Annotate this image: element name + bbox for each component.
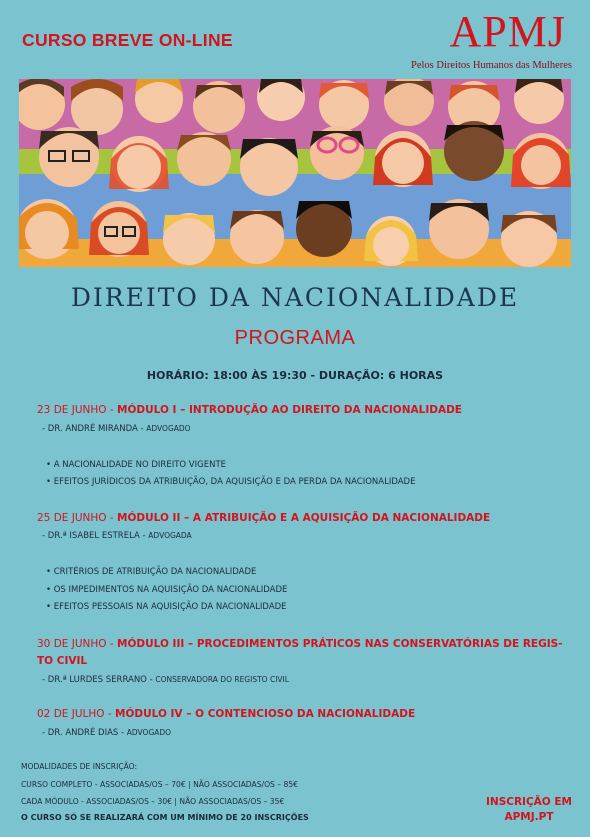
speaker-name: - DR.ª ISABEL ESTRELA -	[42, 531, 149, 541]
signup-link[interactable]	[486, 795, 572, 825]
topic-item: • EFEITOS JURÍDICOS DA ATRIBUIÇÃO, DA AQUISIÇÃO E DA PERDA DA NACIONALIDADE	[46, 477, 416, 487]
topic-item: • OS IMPEDIMENTOS NA AQUISIÇÃO DA NACIONALIDADE	[46, 585, 288, 595]
topic-item: • CRITÉRIOS DE ATRIBUIÇÃO DA NACIONALIDADE	[46, 567, 257, 577]
module-heading	[37, 706, 577, 723]
module-speaker	[42, 531, 192, 541]
module-heading	[37, 402, 577, 419]
module-date: 30 DE JUNHO -	[37, 638, 118, 650]
signup-line-2: APMJ.PT	[504, 811, 554, 823]
module-heading	[37, 636, 577, 670]
topic-item: • A NACIONALIDADE NO DIREITO VIGENTE	[46, 460, 227, 470]
module-speaker	[42, 424, 191, 434]
module-title: MÓDULO IV – O CONTENCIOSO DA NACIONALIDADE	[115, 708, 416, 720]
course-label: CURSO BREVE ON-LINE	[22, 30, 233, 50]
module-date: 25 DE JUNHO -	[37, 512, 118, 524]
module-title: MÓDULO I – INTRODUÇÃO AO DIREITO DA NACIONALIDADE	[117, 404, 462, 416]
module-heading	[37, 510, 577, 527]
schedule-info: HORÁRIO: 18:00 ÀS 19:30 - DURAÇÃO: 6 HORAS	[146, 369, 444, 382]
registration-modalities-label: MODALIDADES DE INSCRIÇÃO:	[21, 762, 138, 771]
program-subtitle: PROGRAMA	[234, 327, 356, 349]
topic-item: • EFEITOS PESSOAIS NA AQUISIÇÃO DA NACIONALIDADE	[46, 602, 287, 612]
speaker-role: ADVOGADO	[146, 424, 191, 433]
minimum-enrolment-note: O CURSO SÓ SE REALIZARÁ COM UM MÍNIMO DE 20 INSCRIÇÕES	[21, 813, 309, 822]
per-module-pricing: CADA MÓDULO - ASSOCIADAS/OS – 30€ | NÃO ASSOCIADAS/OS – 35€	[21, 797, 285, 806]
cartoon-crowd-illustration	[19, 79, 571, 267]
speaker-role: ADVOGADO	[126, 728, 172, 737]
module-date: 23 DE JUNHO -	[37, 404, 118, 416]
signup-line-1: INSCRIÇÃO EM	[486, 796, 572, 808]
speaker-name: - DR. ANDRÉ MIRANDA -	[42, 424, 147, 434]
logo-tagline: Pelos Direitos Humanos das Mulheres	[411, 60, 572, 71]
speaker-name: - DR. ANDRÉ DIAS -	[42, 728, 127, 738]
crowd-illustration	[19, 79, 571, 267]
page-title: DIREITO DA NACIONALIDADE	[70, 283, 520, 312]
module-title: MÓDULO II – A ATRIBUIÇÃO E A AQUISIÇÃO DA NACIONALIDADE	[117, 512, 491, 524]
module-date: 02 DE JULHO -	[37, 708, 116, 720]
full-course-pricing: CURSO COMPLETO - ASSOCIADAS/OS – 70€ | NÃO ASSOCIADAS/OS – 85€	[21, 780, 298, 789]
module-title: MÓDULO III – PROCEDIMENTOS PRÁTICOS NAS CONSERVATÓRIAS DE REGIS-TO CIVIL	[37, 638, 563, 667]
speaker-name: - DR.ª LURDES SERRANO -	[42, 675, 156, 685]
speaker-role: ADVOGADA	[148, 531, 192, 540]
module-speaker	[42, 728, 171, 738]
module-speaker	[42, 675, 289, 685]
apmj-logo[interactable]: APMJ	[449, 7, 566, 56]
speaker-role: CONSERVADORA DO REGISTO CIVIL	[155, 675, 289, 684]
